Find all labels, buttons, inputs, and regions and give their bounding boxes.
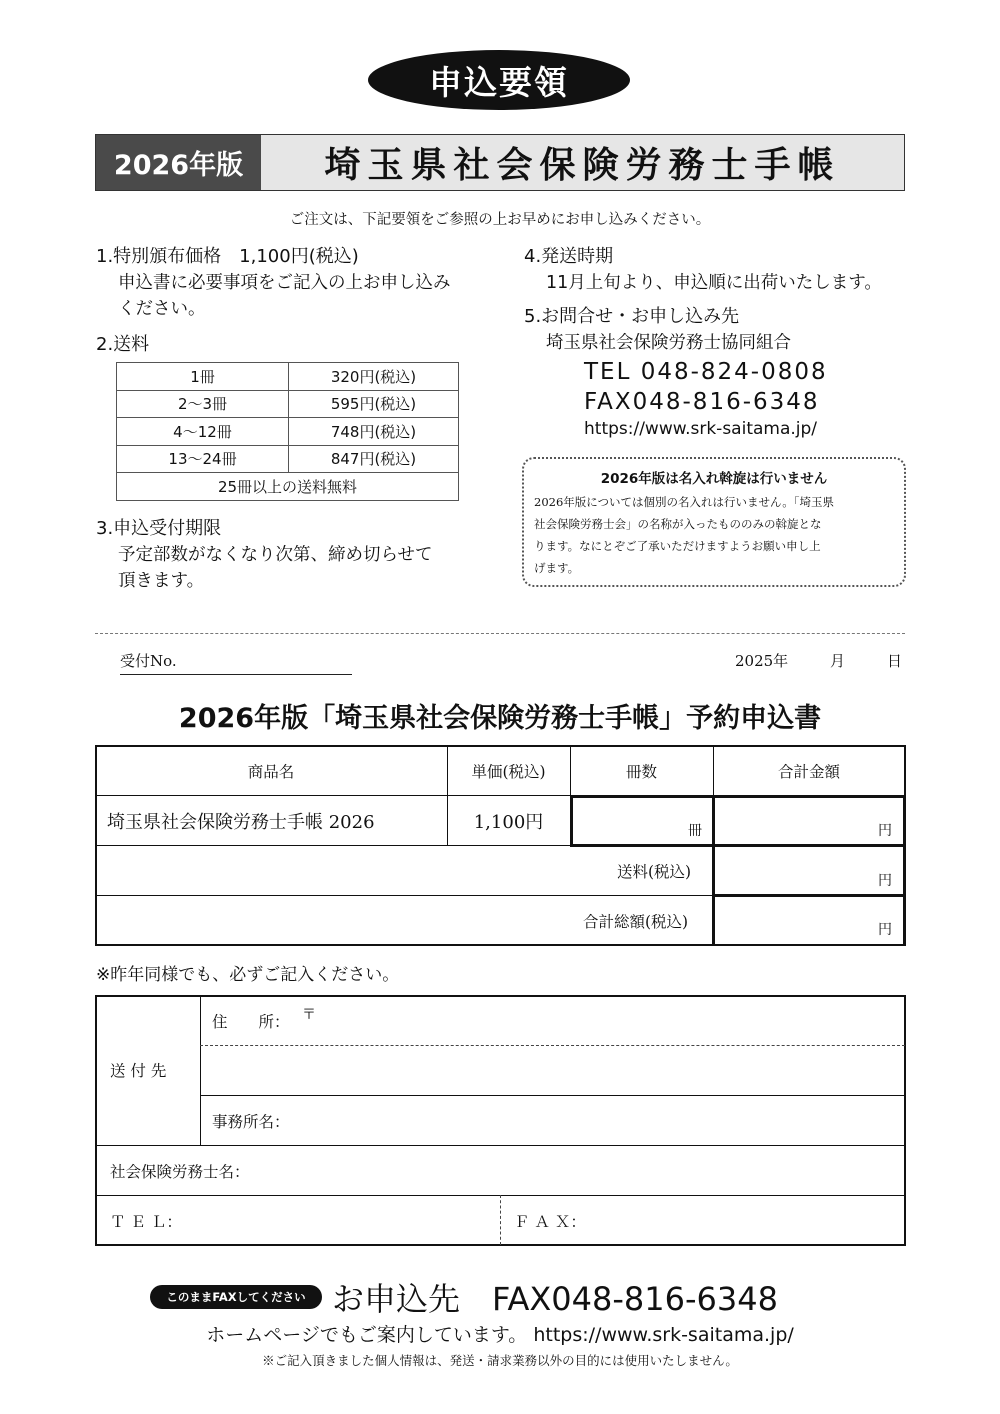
date-month: 月 <box>830 652 846 670</box>
receipt-underline <box>120 674 352 675</box>
fax-as-is-badge: このままFAXしてください <box>150 1285 322 1309</box>
fee-cell: 595円(税込) <box>289 390 459 418</box>
edition-label: 2026年版 <box>96 135 261 190</box>
tel-label: Ｔ Ｅ Ｌ： <box>110 1213 182 1231</box>
form-title: 2026年版「埼玉県社会保険労務士手帳」予約申込書 <box>178 703 822 734</box>
grand-total-yen[interactable]: 円 <box>878 922 892 938</box>
name-notice-line: 2026年版については個別の名入れは行いません。「埼玉県 <box>534 495 834 509</box>
footer-fax: お申込先 FAX048-816-6348 <box>332 1280 778 1318</box>
address-label: 住 所： <box>212 1013 290 1031</box>
send-to-label: 送 付 先 <box>110 1062 167 1080</box>
price-section <box>96 244 451 322</box>
postal-mark: 〒 <box>302 1007 316 1023</box>
header-total: 合計金額 <box>777 763 840 781</box>
price-heading: 1.特別頒布価格 1,100円(税込) <box>96 246 359 267</box>
contact-section <box>524 304 791 356</box>
header-qty: 冊数 <box>625 763 657 781</box>
product-title: 埼玉県社会保険労務士手帳 <box>324 145 841 186</box>
sr-name-label: 社会保険労務士名： <box>110 1163 250 1181</box>
footer-web: ホームページでもご案内しています。 https://www.srk-saitama.jp/ <box>206 1324 794 1346</box>
date-year: 2025年 <box>735 652 789 670</box>
fee-cell: 748円(税込) <box>289 418 459 446</box>
contact-fax: FAX048-816-6348 <box>584 389 820 415</box>
contact-numbers <box>584 357 828 417</box>
qty-cell: 1冊 <box>117 363 289 391</box>
shipping-yen[interactable]: 円 <box>878 873 892 889</box>
table-row <box>117 445 459 473</box>
deadline-body-line: 頂きます。 <box>118 571 205 591</box>
fee-cell: 320円(税込) <box>289 363 459 391</box>
qty-cell: 4〜12冊 <box>117 418 289 446</box>
name-notice-line: げます。 <box>534 561 580 575</box>
contact-heading: 5.お問合せ・お申し込み先 <box>524 306 740 327</box>
name-notice-box <box>522 457 906 587</box>
shipping-label: 送料(税込) <box>617 863 692 881</box>
item-name: 埼玉県社会保険労務士手帳 2026 <box>107 812 375 833</box>
contact-org: 埼玉県社会保険労務士協同組合 <box>546 333 791 353</box>
name-notice-line: 社会保険労務士会」の名称が入ったもののみの斡旋とな <box>534 517 822 531</box>
address-field-line2[interactable] <box>210 1048 900 1092</box>
dispatch-section <box>524 244 882 296</box>
price-body-line: ください。 <box>118 299 206 319</box>
header-unit-price: 単価(税込) <box>471 763 546 781</box>
date-day: 日 <box>887 652 903 670</box>
receipt-label: 受付No. <box>120 652 177 670</box>
price-body-line: 申込書に必要事項をご記入の上お申し込み <box>118 273 451 293</box>
item-price: 1,100円 <box>473 812 544 833</box>
fee-cell: 847円(税込) <box>289 445 459 473</box>
table-row <box>117 363 459 391</box>
name-notice-title: 2026年版は名入れ斡旋は行いません <box>600 471 828 487</box>
qty-unit[interactable]: 冊 <box>688 823 702 839</box>
privacy-note: ※ご記入頂きました個人情報は、発送・請求業務以外の目的には使用いたしません。 <box>262 1353 738 1368</box>
item-total-yen[interactable]: 円 <box>878 823 892 839</box>
qty-cell: 13〜24冊 <box>117 445 289 473</box>
form-note: ※昨年同様でも、必ずご記入ください。 <box>96 965 400 985</box>
cut-line <box>95 633 905 634</box>
table-row <box>117 473 459 501</box>
qty-cell: 2〜3冊 <box>117 390 289 418</box>
dispatch-body: 11月上旬より、申込順に出荷いたします。 <box>546 273 882 293</box>
name-notice-line: ります。なにとぞご了承いただけますようお願い申し上 <box>534 539 821 553</box>
order-notice: ご注文は、下記要領をご参照の上お早めにお申し込みください。 <box>289 212 711 228</box>
contact-url: https://www.srk-saitama.jp/ <box>584 419 818 439</box>
deadline-section <box>96 516 432 594</box>
deadline-body-line: 予定部数がなくなり次第、締め切らせて <box>118 545 433 565</box>
fax-label: Ｆ Ａ Ｘ： <box>514 1213 586 1231</box>
office-name-label: 事務所名： <box>212 1113 290 1131</box>
header-product: 商品名 <box>247 763 295 781</box>
deadline-heading: 3.申込受付期限 <box>96 518 222 539</box>
shipping-section <box>96 332 149 358</box>
grand-total-label: 合計総額(税込) <box>583 913 689 931</box>
shipping-table <box>116 362 459 501</box>
page-title: 申込要領 <box>368 50 630 110</box>
shipping-heading: 2.送料 <box>96 334 150 355</box>
free-shipping-cell: 25冊以上の送料無料 <box>117 473 459 501</box>
table-row <box>117 390 459 418</box>
dispatch-heading: 4.発送時期 <box>524 246 614 267</box>
product-banner <box>95 134 905 191</box>
table-row <box>117 418 459 446</box>
contact-tel: TEL 048-824-0808 <box>584 359 828 385</box>
